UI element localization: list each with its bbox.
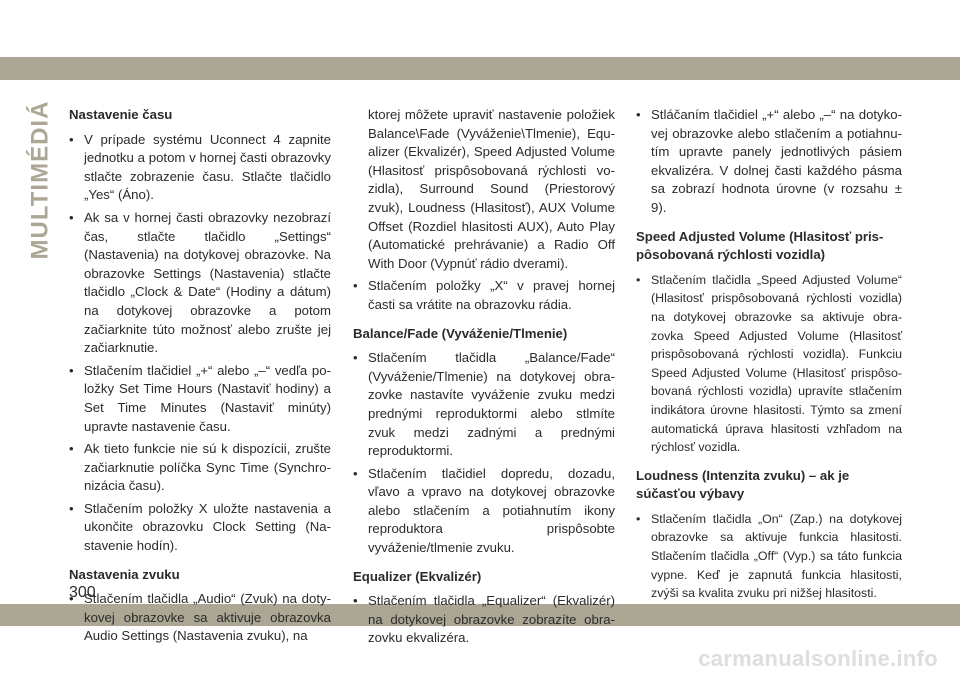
balance-fade-list <box>353 349 615 558</box>
list-item: • Stlačením tlačidla „Audio“ (Zvuk) na dotykovej obrazovke sa aktivuje obrazovka Audio Settings (Nastavenia zvuku), na <box>69 590 331 646</box>
continued-paragraph: ktorej môžete upraviť nastavenie položiek Balance\Fade (Vyváženie\Tlmenie), Equalizer (Ekvalizér), Speed Adjusted Volume (Hlasitosť prispôsobovaná rýchlosti vozidla), Surround Sound (Priestorový zvuk), Loudness (Hlasitosť), AUX Volume Offset (Rozdiel hlasitosti AUX), Auto Play (Automatické prehrávanie) a Radio Off With Door (Vypnúť rádio dverami). <box>368 107 615 271</box>
watermark: carmanualsonline.info <box>698 646 938 671</box>
equalizer-adjust-list <box>636 106 902 218</box>
list-item: • Stlačením položky „X“ v pravej hornej časti sa vrátite na obrazovku rádia. <box>353 277 615 314</box>
list-item: • V prípade systému Uconnect 4 zapnite jednotku a potom v hornej časti obrazovky stlačte zobrazenie času. Stlačte tlačidlo „Yes“ (Áno). <box>69 131 331 205</box>
list-item: • Stlačením tlačidiel „+“ alebo „–“ vedľa položky Set Time Hours (Nastaviť hodiny) a Set Time Minutes (Nastaviť minúty) upravte nastavenie času. <box>69 362 331 436</box>
column-3 <box>636 106 902 607</box>
speed-adjusted-volume-list <box>636 271 902 457</box>
header-band <box>0 57 960 80</box>
list-item: • Stláčaním tlačidiel „+“ alebo „–“ na dotykovej obrazovke alebo stlačením a potiahnutím upravte panely jednotlivých pásiem ekvalizéra. V dolnej časti každého pásma sa zobrazí hodnota úrovne (v rozsahu ± 9). <box>636 106 902 218</box>
section-tab <box>25 100 55 260</box>
list-item: • Ak tieto funkcie nie sú k dispozícii, zrušte začiarknutie políčka Sync Time (Synchronizácia času). <box>69 440 331 496</box>
column-2 <box>353 106 615 652</box>
equalizer-list <box>353 592 615 648</box>
loudness-list <box>636 510 902 603</box>
exit-list <box>353 277 615 314</box>
heading-speed-adjusted-volume: Speed Adjusted Volume (Hlasitosť prispôsobovaná rýchlosti vozidla) <box>636 228 884 263</box>
list-item: • Ak sa v hornej časti obrazovky nezobrazí čas, stlačte tlačidlo „Settings“ (Nastavenia) na dotykovej obrazovke. Na obrazovke Settings (Nastavenia) stlačte tlačidlo „Clock & Date“ (Hodiny a dátum) na dotykovej obrazovke a potom začiarknite túto možnosť alebo zrušte jej začiarknutie. <box>69 209 331 358</box>
heading-time-setting: Nastavenie času <box>69 107 173 122</box>
heading-equalizer: Equalizer (Ekvalizér) <box>353 568 482 584</box>
list-item: • Stlačením tlačidla „Balance/Fade“ (Vyváženie/Tlmenie) na dotykovej obrazovke nastavíte vyváženie zvuku medzi prednými reproduktormi alebo stlmíte zvuk medzi zadnými a prednými reproduktormi. <box>353 349 615 461</box>
heading-sound-settings: Nastavenia zvuku <box>69 566 180 582</box>
list-item: • Stlačením tlačidla „Speed Adjusted Volume“ (Hlasitosť prispôsobovaná rýchlosti vozidla) na dotykovej obrazovke sa aktivuje obrazovka Speed Adjusted Volume (Hlasitosť prispôsobovaná rýchlosti vozidla). Funkciu Speed Adjusted Volume (Hlasitosť prispôsobovaná rýchlosti vozidla) upravíte stlačením indikátora úrovne hlasitosti. Týmto sa zmení automatická úprava hlasitosti vzhľadom na rýchlosť vozidla. <box>636 271 902 457</box>
heading-balance-fade: Balance/Fade (Vyváženie/Tlmenie) <box>353 325 568 341</box>
list-item: • Stlačením položky X uložte nastavenia a ukončite obrazovku Clock Setting (Nastavenie hodín). <box>69 500 331 556</box>
list-item: • Stlačením tlačidla „Equalizer“ (Ekvalizér) na dotykovej obrazovke zobrazíte obrazovku ekvalizéra. <box>353 592 615 648</box>
list-item: • Stlačením tlačidla „On“ (Zap.) na dotykovej obrazovke sa aktivuje funkcia hlasitosti. Stlačením tlačidla „Off“ (Vyp.) sa táto funkcia vypne. Keď je zapnutá funkcia hlasitosti, zvýši sa kvalita zvuku pri nižšej hlasitosti. <box>636 510 902 603</box>
heading-loudness: Loudness (Intenzita zvuku) – ak je súčasťou výbavy <box>636 467 850 502</box>
time-setting-list <box>69 131 331 556</box>
list-item: • Stlačením tlačidiel dopredu, dozadu, vľavo a vpravo na dotykovej obrazovke alebo stlačením a potiahnutím ikony reproduktora prispôsobte vyváženie/tlmenie zvuku. <box>353 465 615 558</box>
sound-settings-list <box>69 590 331 646</box>
section-label: MULTIMÉDIÁ <box>26 100 53 260</box>
column-1 <box>69 106 331 650</box>
page-number: 300 <box>69 584 96 601</box>
